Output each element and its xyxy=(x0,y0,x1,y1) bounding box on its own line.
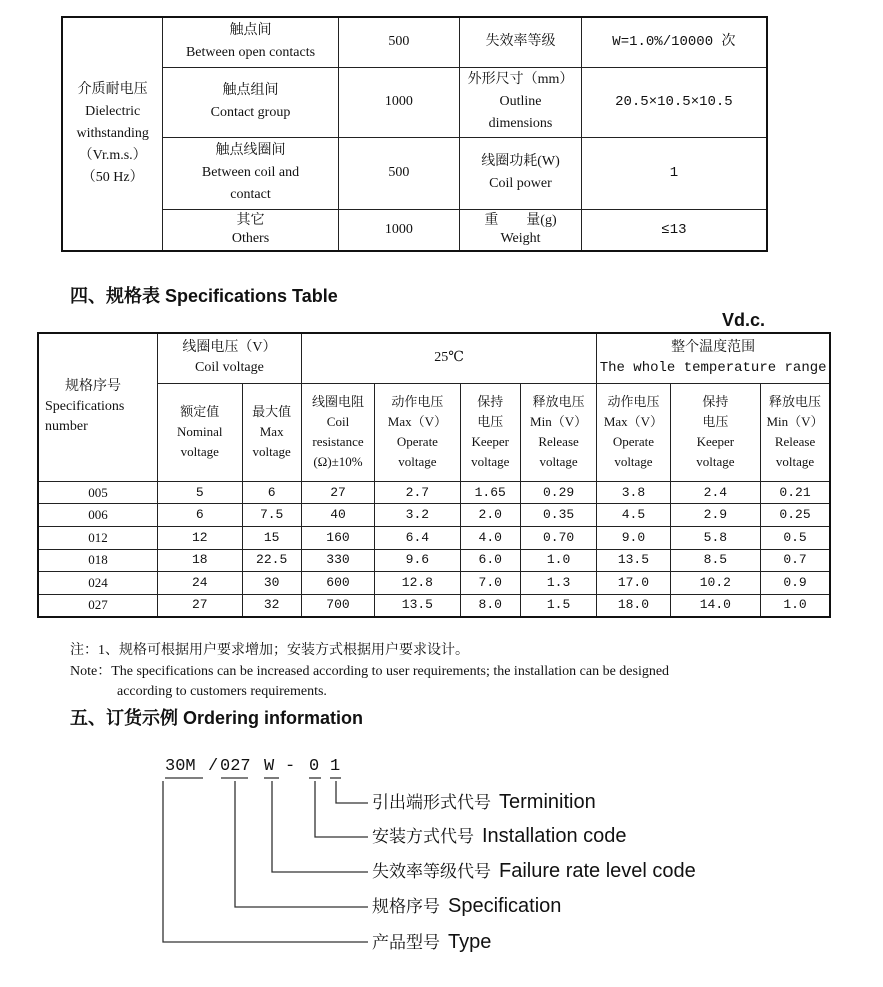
param-value-cell: W=1.0%/10000 次 xyxy=(581,17,767,67)
item-cell: 触点组间 Contact group xyxy=(163,67,338,137)
table-cell: 0.70 xyxy=(520,526,596,549)
table-cell: 14.0 xyxy=(670,594,760,617)
table-cell: 17.0 xyxy=(597,572,670,595)
legend-specification: 规格序号 Specification xyxy=(372,895,562,917)
unit-label: Vd.c. xyxy=(722,310,766,330)
table-cell: 0.25 xyxy=(761,504,830,527)
table-cell: 2.0 xyxy=(460,504,520,527)
table-cell: 3.2 xyxy=(375,504,460,527)
spec-no-header: 规格序号 Specifications number xyxy=(38,333,158,481)
table-cell: 8.0 xyxy=(460,594,520,617)
table-cell: 9.6 xyxy=(375,549,460,572)
table-cell: 18 xyxy=(158,549,242,572)
legend-type: 产品型号 Type xyxy=(372,931,492,953)
max-header: 最大值 Max voltage xyxy=(242,383,301,481)
table-cell: 160 xyxy=(301,526,374,549)
nominal-header: 额定值 Nominal voltage xyxy=(158,383,242,481)
table-cell: 330 xyxy=(301,549,374,572)
code-spec: 027 xyxy=(220,757,251,776)
table-cell: 1.0 xyxy=(761,594,830,617)
code-type: 30M xyxy=(165,757,196,776)
table-cell: 018 xyxy=(38,549,158,572)
table-cell: 27 xyxy=(301,481,374,504)
table-cell: 700 xyxy=(301,594,374,617)
table-cell: 8.5 xyxy=(670,549,760,572)
table-cell: 7.0 xyxy=(460,572,520,595)
release-header: 释放电压 Min（V） Release voltage xyxy=(520,383,596,481)
code-failure: W xyxy=(264,757,275,776)
table-cell: 0.5 xyxy=(761,526,830,549)
table-cell: 0.9 xyxy=(761,572,830,595)
code-install: 0 xyxy=(309,757,320,776)
value-cell: 1000 xyxy=(338,67,459,137)
table-cell: 12 xyxy=(158,526,242,549)
legend-termination: 引出端形式代号 Terminition xyxy=(372,791,596,813)
table-cell: 0.7 xyxy=(761,549,830,572)
table-cell: 3.8 xyxy=(597,481,670,504)
coil-resistance-header: 线圈电阻 Coil resistance (Ω)±10% xyxy=(301,383,374,481)
table-cell: 30 xyxy=(242,572,301,595)
table-cell: 6 xyxy=(242,481,301,504)
table-cell: 13.5 xyxy=(597,549,670,572)
temp-25-header: 25℃ xyxy=(301,333,596,383)
legend-installation: 安装方式代号 Installation code xyxy=(372,825,627,847)
param-cell: 线圈功耗(W) Coil power xyxy=(460,137,582,209)
table-cell: 27 xyxy=(158,594,242,617)
code-termination: 1 xyxy=(330,757,341,776)
table-cell: 2.4 xyxy=(670,481,760,504)
table-cell: 10.2 xyxy=(670,572,760,595)
table-cell: 4.5 xyxy=(597,504,670,527)
table-cell: 027 xyxy=(38,594,158,617)
keeper-header-whole: 保持 电压 Keeper voltage xyxy=(670,383,760,481)
table-cell: 7.5 xyxy=(242,504,301,527)
table-cell: 24 xyxy=(158,572,242,595)
keeper-header: 保持 电压 Keeper voltage xyxy=(460,383,520,481)
param-cell: 外形尺寸（mm） Outline dimensions xyxy=(460,67,582,137)
param-value-cell: 1 xyxy=(581,137,767,209)
operate-header: 动作电压 Max（V） Operate voltage xyxy=(375,383,460,481)
note-en-line1: Note：The specifications can be increased according to user requirements; the installation can be designed xyxy=(70,664,670,679)
table-cell: 1.3 xyxy=(520,572,596,595)
value-cell: 500 xyxy=(338,17,459,67)
table-cell: 600 xyxy=(301,572,374,595)
whole-temp-header: 整个温度范围 The whole temperature range xyxy=(597,333,830,383)
table-cell: 5 xyxy=(158,481,242,504)
table-cell: 1.5 xyxy=(520,594,596,617)
param-value-cell: 20.5×10.5×10.5 xyxy=(581,67,767,137)
table-cell: 22.5 xyxy=(242,549,301,572)
item-cell: 触点线圈间 Between coil and contact xyxy=(163,137,338,209)
table-cell: 6.4 xyxy=(375,526,460,549)
table-cell: 12.8 xyxy=(375,572,460,595)
code-slash: / xyxy=(208,757,219,776)
table-cell: 6.0 xyxy=(460,549,520,572)
operate-header-whole: 动作电压 Max（V） Operate voltage xyxy=(597,383,670,481)
table-cell: 32 xyxy=(242,594,301,617)
section5-title: 五、订货示例 Ordering information xyxy=(70,708,364,728)
release-header-whole: 释放电压 Min（V） Release voltage xyxy=(761,383,830,481)
table-cell: 1.0 xyxy=(520,549,596,572)
coil-voltage-header: 线圈电压（V） Coil voltage xyxy=(158,333,302,383)
table-cell: 4.0 xyxy=(460,526,520,549)
table-cell: 18.0 xyxy=(597,594,670,617)
value-cell: 500 xyxy=(338,137,459,209)
legend-failure-rate: 失效率等级代号 Failure rate level code xyxy=(372,860,696,882)
code-dash: - xyxy=(285,757,296,776)
dielectric-label: 介质耐电压 Dielectric withstanding （Vr.m.s.） （50 Hz） xyxy=(62,17,163,251)
table-cell: 5.8 xyxy=(670,526,760,549)
table-cell: 2.7 xyxy=(375,481,460,504)
table-cell: 0.21 xyxy=(761,481,830,504)
table-cell: 15 xyxy=(242,526,301,549)
item-cell: 触点间 Between open contacts xyxy=(163,17,338,67)
table-cell: 0.35 xyxy=(520,504,596,527)
param-cell: 失效率等级 xyxy=(460,17,582,67)
table-cell: 40 xyxy=(301,504,374,527)
item-cell: 其它 Others xyxy=(163,209,338,251)
table-cell: 024 xyxy=(38,572,158,595)
table-cell: 9.0 xyxy=(597,526,670,549)
table-cell: 1.65 xyxy=(460,481,520,504)
table-cell: 006 xyxy=(38,504,158,527)
table-cell: 0.29 xyxy=(520,481,596,504)
value-cell: 1000 xyxy=(338,209,459,251)
table-cell: 13.5 xyxy=(375,594,460,617)
table-cell: 005 xyxy=(38,481,158,504)
param-cell: 重 量(g) Weight xyxy=(460,209,582,251)
table-cell: 012 xyxy=(38,526,158,549)
note-cn: 注：1、规格可根据用户要求增加；安装方式根据用户要求设计。 xyxy=(70,643,469,658)
table-cell: 2.9 xyxy=(670,504,760,527)
section4-title: 四、规格表 Specifications Table xyxy=(70,286,338,306)
table-cell: 6 xyxy=(158,504,242,527)
note-en-line2: according to customers requirements. xyxy=(117,684,327,699)
param-value-cell: ≤13 xyxy=(581,209,767,251)
